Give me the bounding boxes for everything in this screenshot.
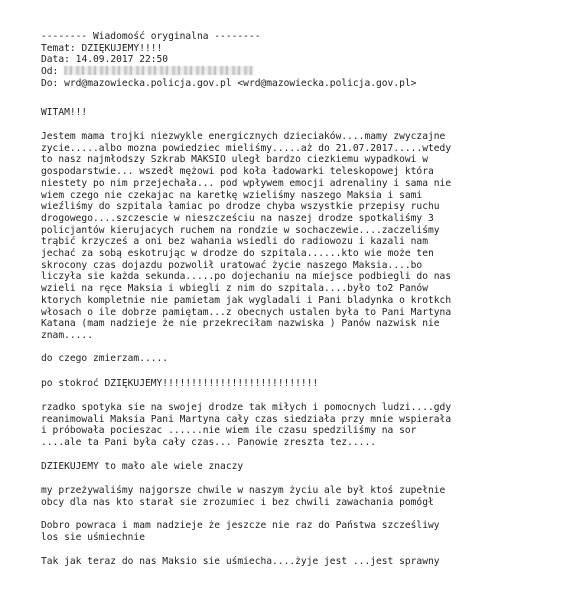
text-line: trąbić krzycześ a oni bez wahania wsiedli do radiowozu i kazali nam <box>41 236 428 248</box>
text-line: liczyła sie każda sekunda.....po dojechaniu na miejsce podbiegli do nas <box>41 271 452 283</box>
paragraph-helpers <box>41 402 451 449</box>
text-line: reanimowali Maksia Pani Martyna cały czas siedziała przy mnie wspierała <box>41 413 452 425</box>
paragraph-worst-moments <box>41 485 445 508</box>
date-value: 14.09.2017 22:50 <box>75 54 169 66</box>
text-line: zycie.....albo mozna powiedziec mieliśmy.....aż do 21.07.2017.....wtedy <box>41 142 452 154</box>
text-line: Katana (mam nadzieje że nie przekreciłam nazwiska ) Panów nazwisk nie <box>41 318 440 330</box>
from-label: Od: <box>41 66 59 78</box>
text-line: ....ale ta Pani była cały czas... Panowie zreszta tez..... <box>41 437 377 449</box>
text-line: wiem czego nie czekajac na karetkę wzieliśmy naszego Maksia i sami <box>41 189 423 201</box>
text-line: włosach o ile dobrze pamiętam...z obecnych ustalen była to Pani Martyna <box>41 306 452 318</box>
paragraph-point: do czego zmierzam..... <box>41 353 169 364</box>
text-line: wzieli na ręce Maksia i wbiegli z nim do szpitala....było to2 Panów <box>41 283 428 295</box>
text-line: Jestem mama trojki niezwykle energicznych dzieciaków....mamy zwyczajne <box>41 131 446 142</box>
text-line: los sie uśmiechnie <box>41 531 145 543</box>
paragraph-closing: Tak jak teraz do nas Maksio sie uśmiecha....żyje jest ...jest sprawny <box>41 556 440 567</box>
text-line: to nasz najmłodszy Szkrab MAKSIO uległ bardzo ciezkiemu wypadkowi w <box>41 154 428 166</box>
text-line: skrocony czas dojazdu pozwolił uratować życie naszego Maksia....bo <box>41 259 423 271</box>
text-line: wieźliśmy do szpitala łamiac po drodze chyba wszystkie przepisy ruchu <box>41 201 440 213</box>
original-message-separator: -------- Wiadomość oryginalna -------- <box>41 31 261 42</box>
paragraph-good-returns <box>41 520 440 543</box>
redacted-sender <box>64 66 254 75</box>
paragraph-thanks-short: DZIEKUJEMY to mało ale wiele znaczy <box>41 461 244 472</box>
greeting: WITAM!!! <box>41 107 88 118</box>
subject-value: DZIĘKUJEMY!!!! <box>81 42 163 54</box>
date-label: Data: <box>41 54 70 66</box>
text-line: ktorych kompletnie nie pamietam jak wygladali i Pani bladynka o krotkch <box>41 294 452 306</box>
text-line: znam..... <box>41 329 93 341</box>
email-header <box>41 31 416 90</box>
subject-label: Temat: <box>41 42 76 54</box>
text-line: obcy dla nas kto starał sie zrozumiec i bez chwili zawachania pomógł <box>41 496 434 508</box>
to-label: Do: <box>41 77 59 89</box>
text-line: i próbowała pocieszac ......nie wiem ile czasu spedziliśmy na sor <box>41 425 417 437</box>
text-line: my przeżywaliśmy najgorsze chwile w naszym życiu ale był ktoś zupełnie <box>41 485 446 496</box>
text-line: jechać za sobą eskotrując w drodze do szpitala......kto wie może ten <box>41 248 434 260</box>
text-line: niestety po nim przejechała... pod wpływem emocji adrenaliny i sama nie <box>41 177 452 189</box>
paragraph-story <box>41 131 451 342</box>
text-line: drogowego....szczescie w nieszcześciu na naszej drodze spotkaliśmy 3 <box>41 212 434 224</box>
text-line: policjantów kierujacych ruchem na rondzie w sochaczewie....zaczeliśmy <box>41 224 440 236</box>
to-value: wrd@mazowiecka.policja.gov.pl <wrd@mazowiecka.policja.gov.pl> <box>64 77 417 89</box>
text-line: gospodarstwie... wszedł mężowi pod koła ładowarki teleskopowej która <box>41 166 434 178</box>
paragraph-thanks: po stokroć DZIĘKUJEMY!!!!!!!!!!!!!!!!!!!!!!!!!!! <box>41 378 319 389</box>
text-line: rzadko spotyka sie na swojej drodze tak miłych i pomocnych ludzi....gdy <box>41 402 452 413</box>
text-line: Dobro powraca i mam nadzieje że jeszcze nie raz do Państwa szcześliwy <box>41 520 440 531</box>
